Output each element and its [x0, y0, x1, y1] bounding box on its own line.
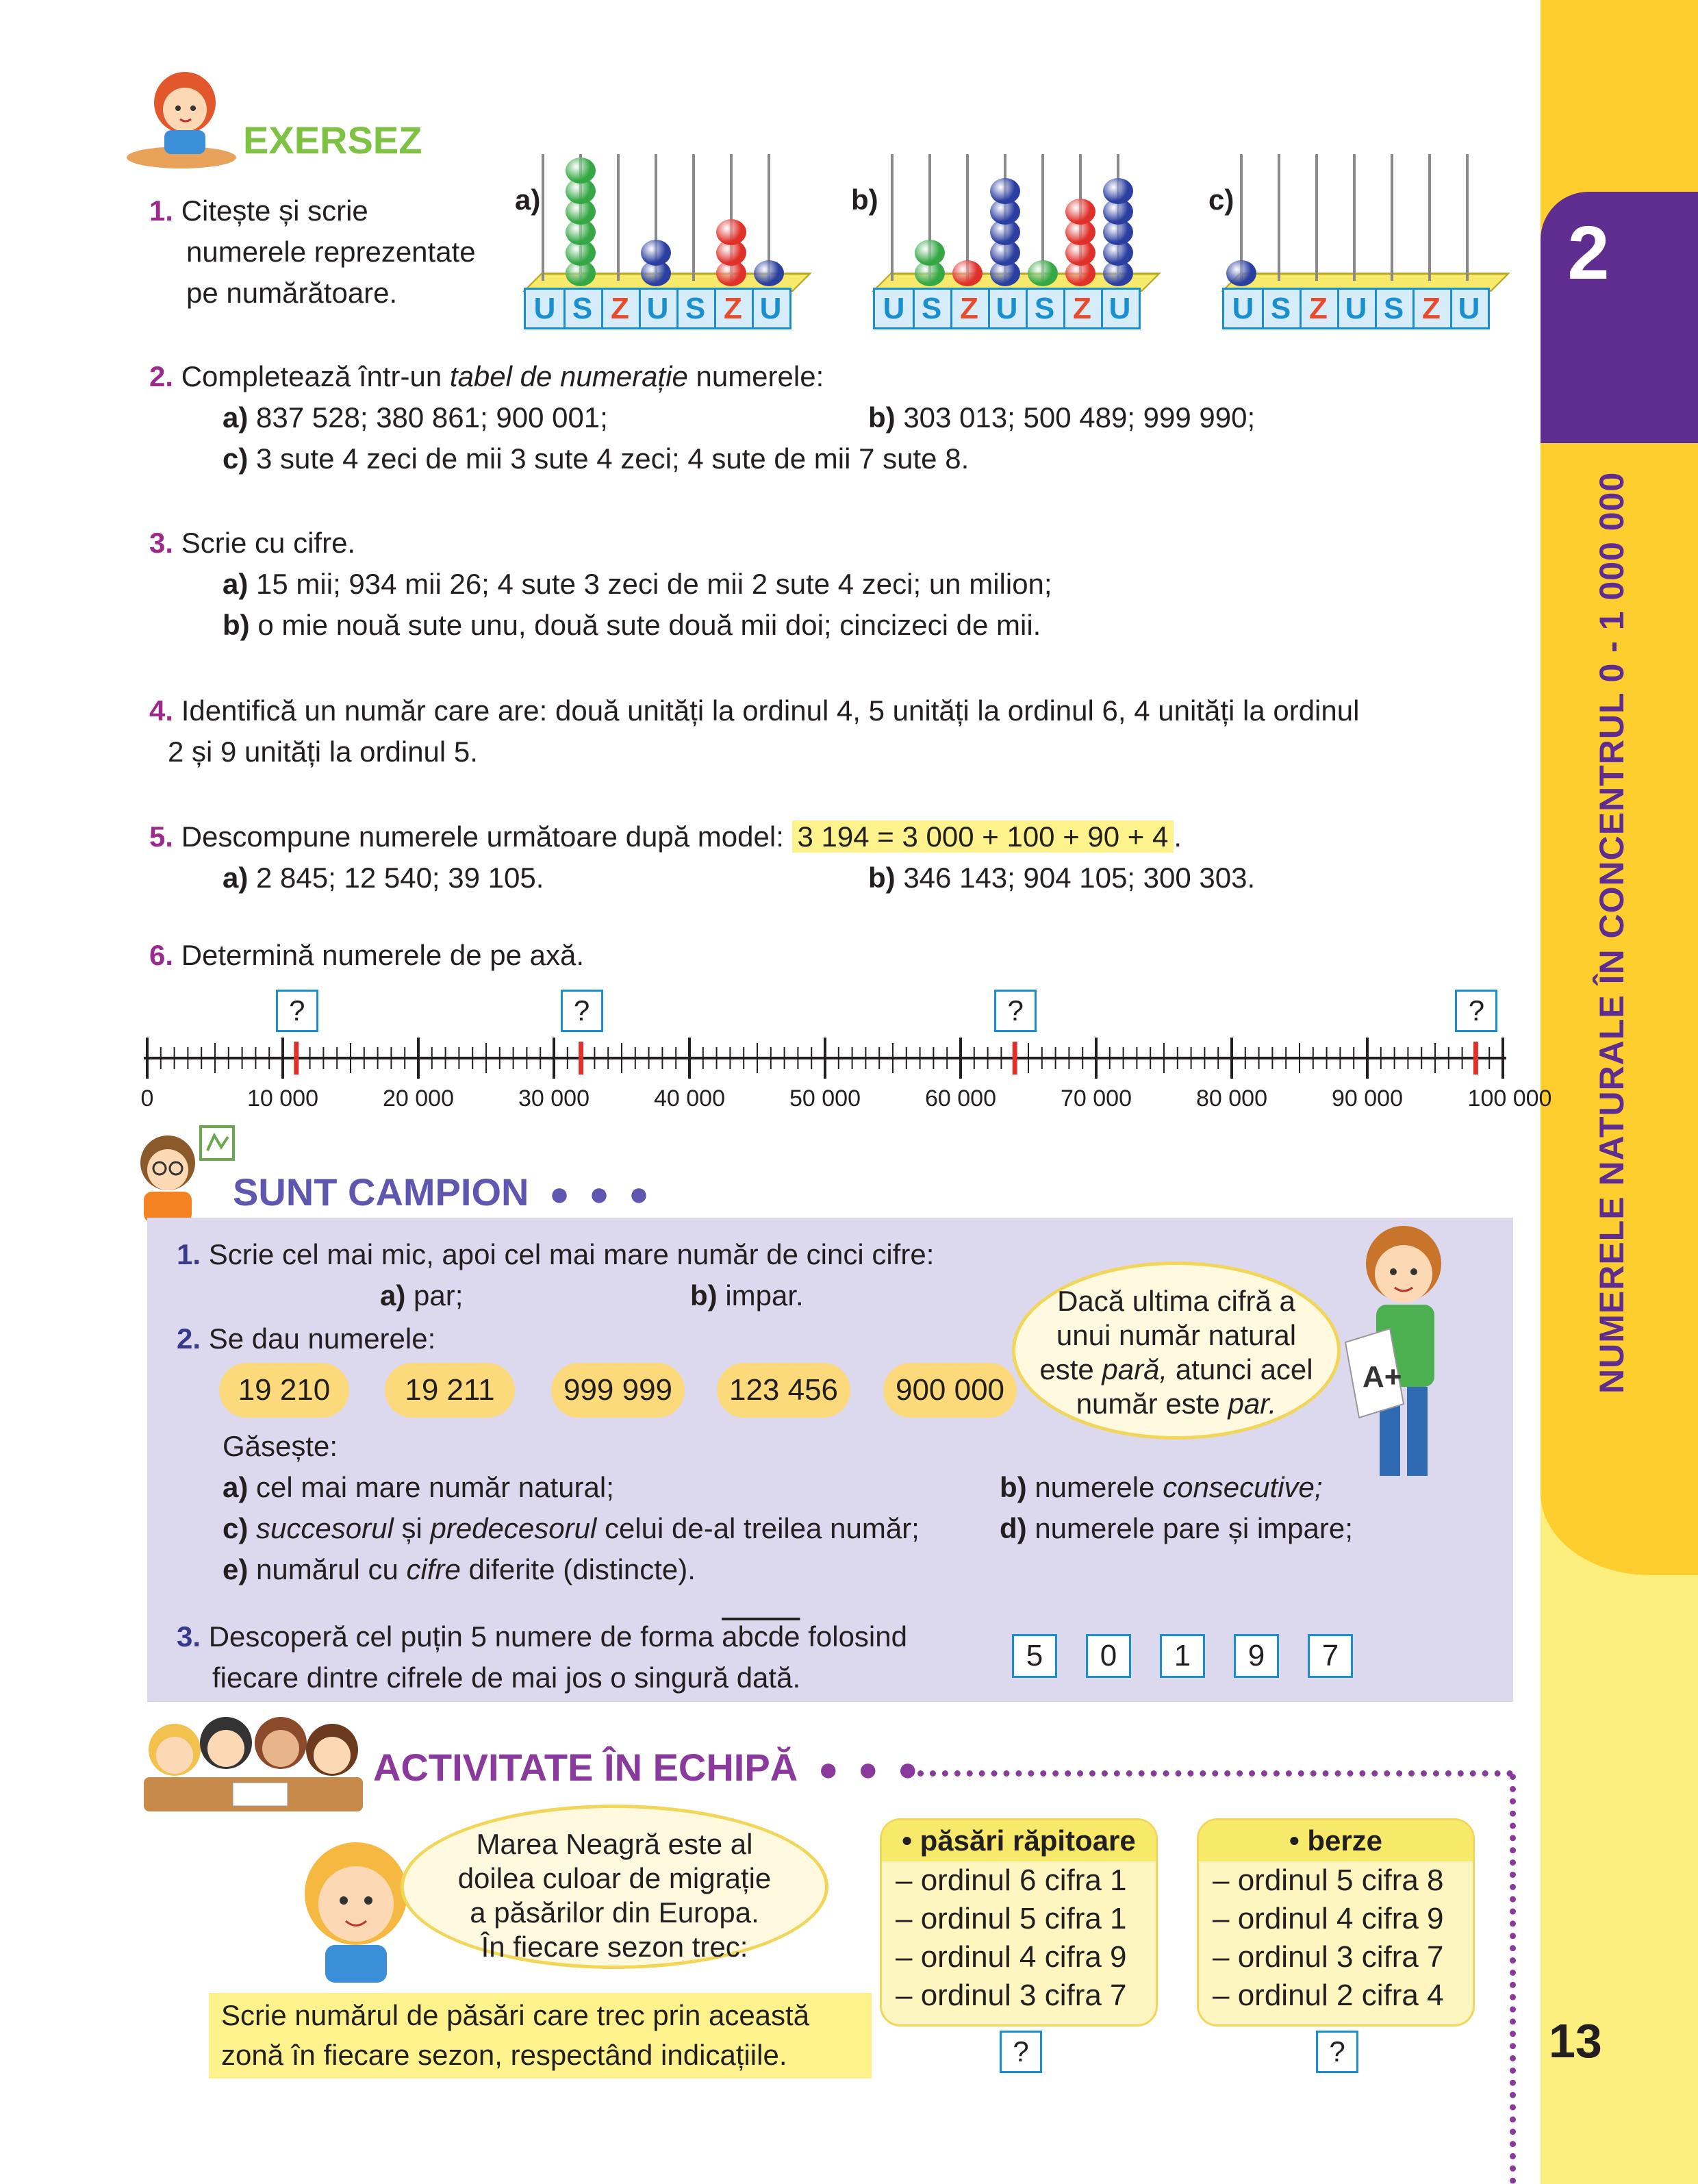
ex2-b: [868, 397, 1255, 438]
abacus-c-label: c): [1208, 184, 1234, 216]
abacus-column-label: S: [1262, 290, 1302, 327]
c-ex1-a: [380, 1275, 463, 1316]
axis-label: 50 000: [789, 1085, 861, 1112]
number-pill: 123 456: [717, 1363, 850, 1418]
axis-label: 10 000: [247, 1085, 318, 1112]
ex2-text: [149, 356, 824, 397]
abacus-column-label: S: [913, 290, 952, 327]
task-line2: zonă în fiecare sezon, respectând indicațiile.: [221, 2039, 787, 2071]
title-dots: ● ● ●: [808, 1750, 918, 1788]
storks-row: – ordinul 3 cifra 7: [1213, 1940, 1444, 1974]
ex2-a-text: 837 528; 380 861; 900 001;: [256, 401, 608, 434]
info-line4: În fiecare sezon trec:: [481, 1931, 748, 1963]
hint-line3: [1015, 1353, 1337, 1387]
abacus-bead: [1226, 260, 1256, 286]
c-ex2-e-post: diferite (distincte).: [460, 1553, 696, 1585]
campion-title-text: SUNT CAMPION: [233, 1170, 529, 1214]
c-ex2-a-label: a): [223, 1471, 249, 1503]
c-ex1-b-text: impar.: [725, 1279, 804, 1311]
ex3-number: 3.: [149, 527, 174, 559]
ex2-pre: Completează într-un: [181, 360, 450, 392]
abacus-rod: [1353, 154, 1356, 281]
ex3-b-label: b): [223, 609, 250, 641]
abacus-bead: [1103, 178, 1133, 204]
abacus-b: [873, 154, 1167, 353]
raptors-title: • păsări răpitoare: [882, 1820, 1156, 1861]
ex5-number: 5.: [149, 820, 174, 853]
hint-line1: Dacă ultima cifră a: [1057, 1285, 1295, 1317]
ex6-text: [149, 935, 584, 976]
c-ex2-b-text: numerele: [1035, 1471, 1163, 1503]
ex5-a: [223, 857, 544, 899]
abacus-column-label: S: [676, 290, 716, 327]
abacus-rod: [1315, 154, 1318, 281]
c-ex1-a-label: a): [380, 1279, 406, 1311]
abacus-column-label: Z: [601, 290, 641, 327]
storks-answer-box[interactable]: ?: [1316, 2031, 1358, 2073]
abacus-bead: [566, 158, 596, 184]
abacus-column-label: S: [563, 290, 603, 327]
c-ex1-text: Scrie cel mai mic, apoi cel mai mare număr de cinci cifre:: [208, 1238, 935, 1270]
ex5-b: [868, 857, 1255, 899]
c-ex2-e-label: e): [223, 1553, 249, 1585]
abacus-bead: [1028, 260, 1058, 286]
abacus-column-label: U: [759, 292, 782, 325]
raptors-row: – ordinul 6 cifra 1: [896, 1863, 1127, 1897]
c-ex3-line2: fiecare dintre cifrele de mai jos o singură dată.: [212, 1661, 801, 1694]
storks-title: • berze: [1199, 1820, 1473, 1861]
c-ex3-over: abcde: [722, 1620, 800, 1653]
abacus-rod: [692, 154, 695, 281]
page-number: 13: [1549, 2014, 1602, 2068]
storks-card: [1197, 1818, 1475, 2026]
abacus-column-label: U: [875, 290, 915, 327]
abacus-bead: [754, 260, 784, 286]
abacus-column-label: Z: [950, 290, 990, 327]
raptors-row: – ordinul 5 cifra 1: [896, 1902, 1127, 1935]
digit-box: 9: [1234, 1634, 1279, 1678]
raptors-card: [880, 1818, 1158, 2026]
abacus-b-label: b): [851, 184, 878, 216]
ex5-a-label: a): [223, 862, 249, 894]
c-ex2-e-pre: numărul cu: [256, 1553, 407, 1585]
abacus-bead: [641, 240, 671, 266]
ex3-b: [223, 605, 1041, 646]
ex1-line1: Citește și scrie: [181, 194, 368, 227]
hint-line4-em: par.: [1228, 1388, 1277, 1420]
abacus-column-label: Z: [1412, 290, 1452, 327]
hint-line4: [1015, 1387, 1337, 1421]
axis-label: 40 000: [654, 1085, 725, 1112]
ex2-a-label: a): [223, 401, 249, 434]
ex1-text: [149, 190, 368, 231]
ex5-model: 3 194 = 3 000 + 100 + 90 + 4: [792, 820, 1174, 853]
abacus-column-label: U: [1224, 290, 1264, 327]
ex5-text: Descompune numerele următoare după model:: [181, 820, 784, 853]
abacus-c: [1222, 154, 1517, 353]
c-ex1-b-label: b): [690, 1279, 718, 1311]
ex3-text: [149, 523, 355, 564]
axis-answer-box[interactable]: ?: [276, 990, 318, 1032]
ex3-b-text: o mie nouă sute unu, două sute două mii doi; cincizeci de mii.: [257, 609, 1041, 641]
c-ex2-e: [223, 1549, 696, 1590]
c-ex2-a: [223, 1467, 614, 1508]
abacus-bead: [716, 219, 746, 245]
digit-box: 1: [1160, 1634, 1205, 1678]
c-ex3-line1: [177, 1616, 907, 1657]
task-line1: Scrie numărul de păsări care trec prin această: [221, 1999, 810, 2031]
abacus-rod: [542, 154, 544, 281]
c-ex2-c-em2: predecesorul: [430, 1512, 597, 1544]
ex1-number: 1.: [149, 194, 174, 227]
abacus-column-label: S: [1026, 290, 1065, 327]
ex2-em: tabel de numerație: [449, 360, 688, 392]
abacus-bead: [990, 178, 1020, 204]
c-ex2-b-label: b): [1000, 1471, 1027, 1503]
abacus-base: [524, 288, 791, 329]
axis-label: 100 000: [1467, 1085, 1552, 1112]
ex3-a-label: a): [223, 568, 249, 600]
axis-label: 80 000: [1196, 1085, 1267, 1112]
c-ex2-e-em: cifre: [406, 1553, 461, 1585]
dotted-border-top: [917, 1770, 1513, 1777]
team-kids-illustration: [137, 1702, 373, 1815]
c-ex2-d: [1000, 1508, 1353, 1549]
ex2-c: [223, 438, 969, 479]
storks-row: – ordinul 5 cifra 8: [1213, 1863, 1444, 1897]
c-ex2-find: Găsește:: [223, 1430, 338, 1462]
hint-line3-pre: este: [1039, 1353, 1102, 1385]
c-ex2-c-post: celui de-al treilea număr;: [596, 1512, 920, 1544]
abacus-column-label: S: [1375, 290, 1415, 327]
c-ex2-c: [223, 1508, 920, 1549]
abacus-column-label: Z: [714, 290, 754, 327]
abacus-column-label: U: [639, 290, 679, 327]
c-ex2-d-label: d): [1000, 1512, 1027, 1544]
ex3-instruction: Scrie cu cifre.: [181, 527, 356, 559]
hint-line3-post: atunci acel: [1167, 1353, 1313, 1385]
abacus-column-label: Z: [1063, 290, 1103, 327]
c-ex1-a-text: par;: [414, 1279, 464, 1311]
c-ex2-b-em: consecutive;: [1163, 1471, 1323, 1503]
abacus-bead: [915, 240, 945, 266]
abacus-rod: [1428, 154, 1431, 281]
c-ex1: [177, 1234, 934, 1275]
ex2-b-text: 303 013; 500 489; 999 990;: [903, 401, 1256, 434]
ex5-b-text: 346 143; 904 105; 300 303.: [903, 862, 1256, 894]
hint-line2: unui număr natural: [1056, 1319, 1297, 1351]
c-ex2-c-em1: succesorul: [256, 1512, 394, 1544]
title-dots: ● ● ●: [540, 1175, 650, 1213]
abacus-column-label: U: [1337, 290, 1377, 327]
digit-box: 0: [1086, 1634, 1131, 1678]
number-pill: 999 999: [551, 1363, 685, 1418]
ex3-a: [223, 564, 1052, 605]
number-pill: 900 000: [883, 1363, 1017, 1418]
dotted-border-right: [1510, 1774, 1516, 2184]
axis-answer-box[interactable]: ?: [1455, 990, 1497, 1032]
ex1-line2: numerele reprezentate: [186, 236, 476, 268]
echipa-title-text: ACTIVITATE ÎN ECHIPĂ: [373, 1746, 798, 1789]
ex4-number: 4.: [149, 694, 174, 727]
abacus-rod: [617, 154, 620, 281]
c-ex1-number: 1.: [177, 1238, 201, 1270]
exersez-title: EXERSEZ: [243, 118, 422, 162]
abacus-bead: [1065, 199, 1095, 225]
hint-line4-pre: număr este: [1076, 1388, 1228, 1420]
c-ex2-b: [1000, 1467, 1323, 1508]
info-line1: Marea Neagră este al: [476, 1828, 753, 1860]
c-ex2: [177, 1318, 435, 1359]
c-ex2-d-text: numerele pare și impare;: [1035, 1512, 1353, 1544]
hint-line3-em: pară,: [1102, 1353, 1168, 1385]
raptors-row: – ordinul 4 cifra 9: [896, 1940, 1127, 1974]
raptors-answer-box[interactable]: ?: [1000, 2031, 1042, 2073]
ex4-line1: [149, 690, 1359, 731]
abacus-column-label: Z: [1300, 290, 1339, 327]
hint-bubble: [1012, 1262, 1341, 1440]
axis-label: 30 000: [518, 1085, 590, 1112]
abacus-base: [873, 288, 1141, 329]
echipa-title: [373, 1745, 918, 1790]
girl-writing-illustration: [127, 62, 246, 171]
number-pill: 19 210: [219, 1363, 349, 1418]
ex2-a: [223, 397, 608, 438]
ex5-b-label: b): [868, 862, 896, 894]
number-pill: 19 211: [385, 1363, 515, 1418]
c-ex2-c-label: c): [223, 1512, 249, 1544]
ex6-number: 6.: [149, 939, 174, 971]
c-ex2-number: 2.: [177, 1322, 201, 1355]
abacus-column-label: U: [1458, 292, 1480, 325]
ex5-after: .: [1174, 820, 1182, 853]
ex2-b-label: b): [868, 401, 896, 434]
info-bubble: [401, 1805, 828, 1969]
ex3-a-text: 15 mii; 934 mii 26; 4 sute 3 zeci de mii 2 sute 4 zeci; un milion;: [256, 568, 1052, 600]
storks-row: – ordinul 2 cifra 4: [1213, 1979, 1444, 2012]
abacus-rod: [1466, 154, 1469, 281]
ex5-line1: [149, 816, 1182, 857]
abacus-rod: [891, 154, 894, 281]
axis-label: 90 000: [1332, 1085, 1403, 1112]
ex2-c-label: c): [223, 442, 249, 475]
abacus-column-label: U: [1108, 292, 1131, 325]
axis-answer-box[interactable]: ?: [561, 990, 603, 1032]
ex2-number: 2.: [149, 360, 174, 392]
abacus-a-label: a): [515, 184, 541, 216]
c-ex3-number: 3.: [177, 1620, 201, 1653]
axis-answer-box[interactable]: ?: [994, 990, 1037, 1032]
c-ex2-a-text: cel mai mare număr natural;: [256, 1471, 614, 1503]
ex6-instruction: Determină numerele de pe axă.: [181, 939, 585, 971]
chapter-title-vertical: NUMERELE NATURALE ÎN CONCENTRUL 0 - 1 000 000: [1593, 471, 1631, 1394]
boy-with-paper-illustration: [1339, 1222, 1465, 1496]
abacus-bead: [952, 260, 983, 286]
abacus-a: [524, 154, 818, 353]
storks-row: – ordinul 4 cifra 9: [1213, 1902, 1444, 1935]
axis-label: 20 000: [383, 1085, 454, 1112]
campion-title: [233, 1170, 649, 1214]
ex2-post: numerele:: [687, 360, 824, 392]
raptors-row: – ordinul 3 cifra 7: [896, 1979, 1127, 2012]
number-line: [137, 986, 1527, 1082]
boy-with-board-illustration: [127, 1123, 250, 1226]
digit-box: 5: [1012, 1634, 1057, 1678]
chapter-number: 2: [1567, 211, 1610, 295]
abacus-rod: [1278, 154, 1280, 281]
c-ex1-b: [690, 1275, 804, 1316]
ex5-a-text: 2 845; 12 540; 39 105.: [256, 862, 544, 894]
paper-grade: A+: [1363, 1360, 1402, 1394]
info-line3: a păsărilor din Europa.: [470, 1896, 759, 1929]
abacus-column-label: U: [988, 290, 1028, 327]
abacus-column-label: U: [526, 290, 566, 327]
ex4-line2: 2 și 9 unități la ordinul 5.: [168, 736, 478, 768]
axis-label: 70 000: [1061, 1085, 1132, 1112]
ex2-c-text: 3 sute 4 zeci de mii 3 sute 4 zeci; 4 sute de mii 7 sute 8.: [256, 442, 970, 475]
task-box: [209, 1993, 872, 2079]
info-line2: doilea culoar de migrație: [457, 1862, 772, 1894]
c-ex3-pre: Descoperă cel puțin 5 numere de forma: [208, 1620, 722, 1653]
ex1-line3: pe numărătoare.: [186, 277, 398, 309]
c-ex2-c-mid: și: [393, 1512, 431, 1544]
abacus-base: [1222, 288, 1490, 329]
digit-box: 7: [1308, 1634, 1353, 1678]
c-ex2-text: Se dau numerele:: [208, 1322, 436, 1355]
ex4-text1: Identifică un număr care are: două unități la ordinul 4, 5 unități la ordinul 6, 4 unități la ordinul: [181, 694, 1360, 727]
abacus-rod: [1391, 154, 1393, 281]
axis-label: 0: [140, 1085, 154, 1112]
axis-label: 60 000: [925, 1085, 996, 1112]
c-ex3-post: folosind: [800, 1620, 907, 1653]
